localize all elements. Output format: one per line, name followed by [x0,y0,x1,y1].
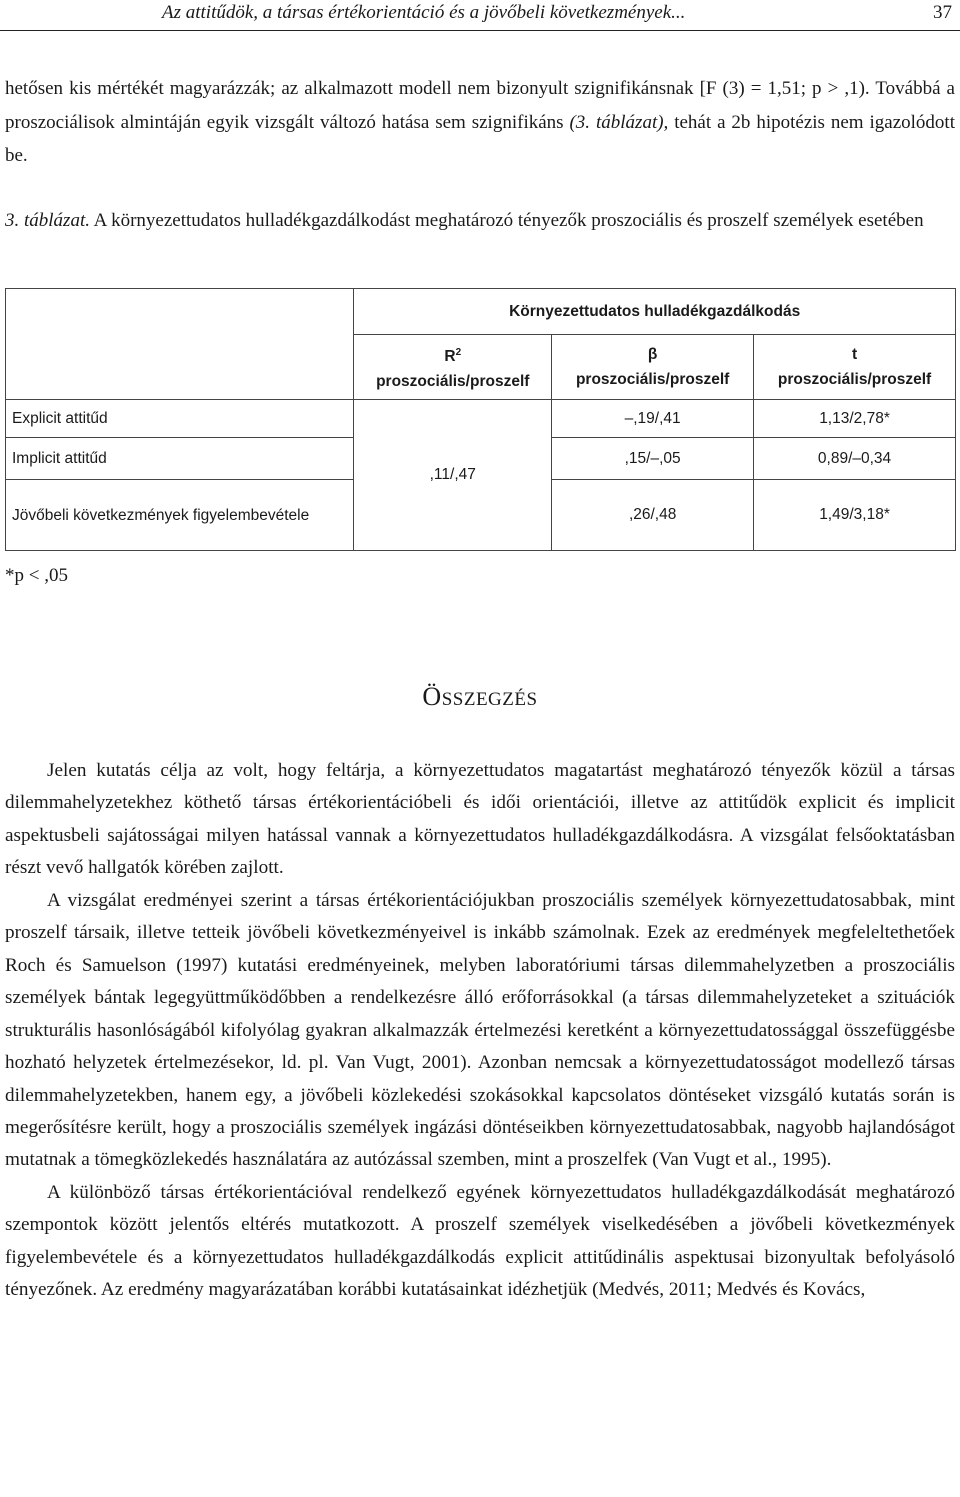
table-reference: (3. táblázat), [569,111,669,133]
t-value: 1,13/2,78* [754,400,956,438]
running-header [0,0,960,30]
body-paragraph: A vizsgálat eredményei szerint a társas értékorientációjukban proszociális személyek környezettudatosabbak, mint proszelf társaik, illetve tetteik jövőbeli következményeivel is inkább számolnak. Ezek az eredmények megfeleltethetőek Roch és Samuelson (1997) kutatási eredményeinek, melyben laboratóriumi társas dilemmahelyzetben a proszociális személyek bántak legegyüttműködőbben a rendelkezésre álló erőforrásokkal (a társas dilemmahelyzeteket a szituációk strukturális hasonlóságából kifolyólag gyakran alkalmazzák értelmezési keretként a környezettudatossággal összefüggésbe hozható helyzetek értelmezésekor, ld. pl. Van Vugt, 2001). Azonban nemcsak a környezettudatosságot modellező társas dilemmahelyzetekben, hanem egy, a jövőbeli közlekedési szokásokkal kapcsolatos döntéseket vizsgáló kutatás során is megerősítésre került, hogy a proszociális személyek ingázási döntéseikben környezettudatosabbak, nagyobb hajlandóságot mutatnak a tömegközlekedés használatára az autózással szemben, mint a proszelfek (Van Vugt et al., 1995). [5,889,955,1171]
header-rule [0,30,960,31]
row-label: Implicit attitűd [6,438,354,480]
results-table [5,288,956,551]
r2-column-header [354,335,552,400]
section-heading [0,682,960,712]
intro-text-end: tehát a 2b hipotézis nem igazolódott be. [5,111,955,166]
row-label: Explicit attitűd [6,400,354,438]
beta-column-header [552,335,754,400]
body-paragraph: Jelen kutatás célja az volt, hogy feltárja, a környezettudatos magatartást meghatározó tényezők közül a társas dilemmahelyzetekhez köthető társas értékorientációbeli és idői orientációi, illetve az attitűdök explicit és implicit aspektusbeli sajátosságai milyen hatással vannak a környezettudatos hulladékgazdálkodásra. A vizsgálat felsőoktatásban részt vevő hallgatók körében zajlott. [5,760,955,879]
table-caption-label: 3. táblázat. [5,210,90,231]
t-value: 1,49/3,18* [754,480,956,551]
page-number: 37 [933,2,952,23]
r2-value: ,11/,47 [354,400,552,551]
row-label: Jövőbeli következmények figyelembevétele [6,480,354,551]
intro-text: hetősen kis mértékét magyarázzák; az alkalmazott modell nem bizonyult szignifikánsnak [F (3) = 1,51; p > ,1). Továbbá a proszociálisok almintáján egyik vizsgált változó hatása sem szignifikáns [5,78,955,133]
beta-value: ,26/,48 [552,480,754,551]
table-corner-cell [6,289,354,400]
t-column-header [754,335,956,400]
t-value: 0,89/–0,34 [754,438,956,480]
beta-value: ,15/–,05 [552,438,754,480]
group-header: Környezettudatos hulladékgazdálkodás [354,289,956,335]
table-caption-text: A környezettudatos hulladékgazdálkodást meghatározó tényezők proszociális és proszelf személyek esetében [89,210,924,231]
r2-superscript: 2 [455,346,462,358]
table-footnote: *p < ,05 [5,565,68,586]
table-row [6,400,956,438]
r2-symbol: R [444,348,456,366]
t-subheader: proszociális/proszelf [777,371,932,388]
summary-body [5,755,955,1307]
r2-subheader: proszociális/proszelf [376,373,530,391]
intro-paragraph [5,72,955,173]
table-caption [5,203,955,239]
section-heading-rest: SSZEGZÉS [441,689,538,710]
running-title: Az attitűdök, a társas értékorientáció és a jövőbeli következmények... [162,2,686,23]
section-heading-initial: Ö [422,682,442,711]
beta-subheader: proszociális/proszelf [575,371,730,388]
t-symbol: t [851,346,858,363]
beta-value: –,19/,41 [552,400,754,438]
beta-symbol: β [647,346,658,363]
body-paragraph: A különböző társas értékorientációval rendelkező egyének környezettudatos hulladékgazdálkodását meghatározó szempontok között jelentős eltérés mutatkozott. A proszelf személyek viselkedésében a jövőbeli következmények figyelembevétele és a környezettudatos hulladékgazdálkodás explicit attitűdinális aspektusai bizonyultak befolyásoló tényezőnek. Az eredmény magyarázatában korábbi kutatásainkat idézhetjük (Medvés, 2011; Medvés és Kovács, [5,1181,955,1301]
